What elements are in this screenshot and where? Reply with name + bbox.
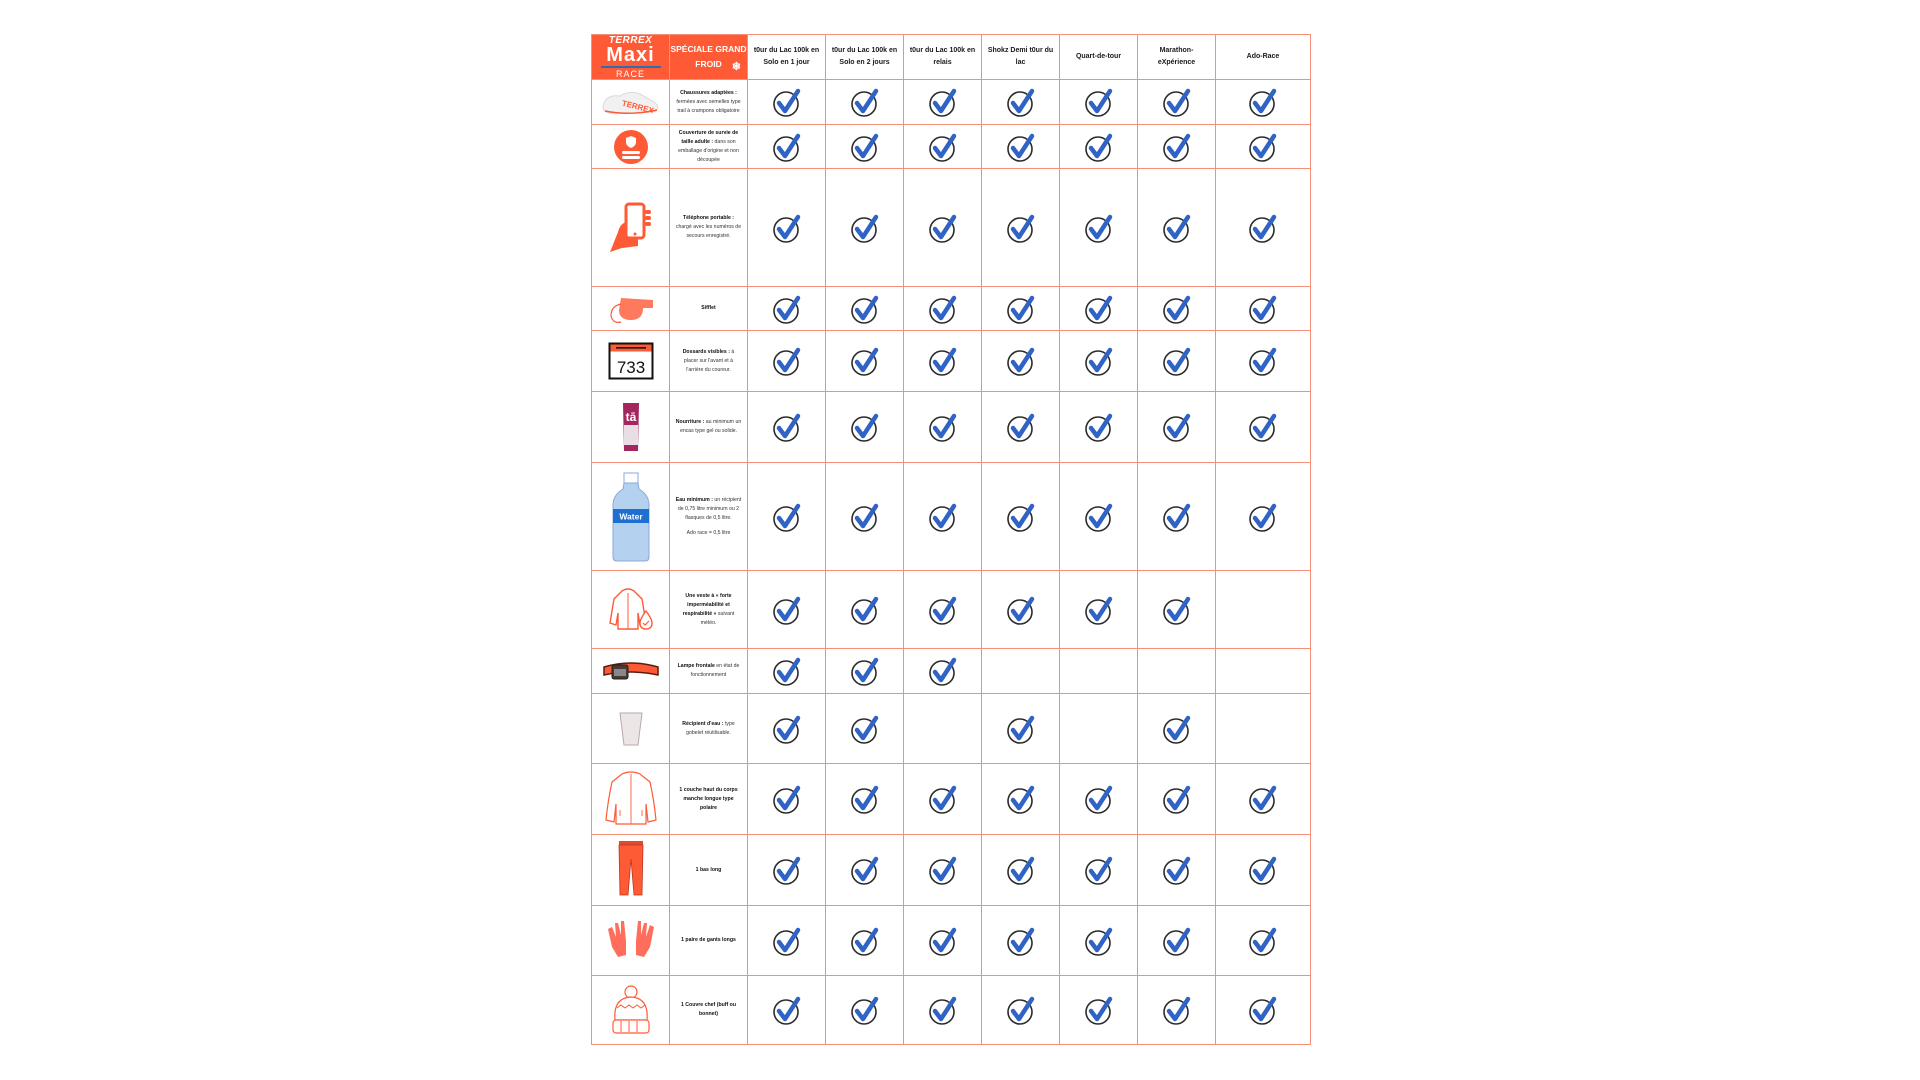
check-cell: [826, 571, 904, 649]
check-cell: [1138, 906, 1216, 976]
check-circle-icon: [1060, 411, 1137, 443]
check-circle-icon: [1138, 854, 1215, 886]
item-name: 1 bas long: [695, 866, 722, 873]
item-description: [670, 694, 748, 764]
check-circle-icon: [1060, 594, 1137, 626]
item-description: [670, 331, 748, 392]
check-circle-icon: [982, 131, 1059, 163]
check-circle-icon: [904, 86, 981, 118]
fleece-jacket-icon: [592, 770, 669, 828]
logo-bar: [601, 66, 661, 68]
check-circle-icon: [748, 345, 825, 377]
check-circle-icon: [1060, 994, 1137, 1026]
check-circle-icon: [1138, 594, 1215, 626]
check-circle-icon: [1060, 293, 1137, 325]
check-circle-icon: [826, 655, 903, 687]
bottle-label: Water: [618, 511, 643, 521]
energy-gel-icon: [592, 401, 669, 453]
check-cell: [1216, 571, 1311, 649]
check-cell: [748, 906, 826, 976]
terrex-maxi-race-logo: [592, 35, 669, 79]
check-circle-icon: [982, 212, 1059, 244]
check-cell: [1138, 287, 1216, 331]
check-circle-icon: [1138, 86, 1215, 118]
table-row: [592, 331, 1407, 392]
check-circle-icon: [982, 501, 1059, 533]
table-row: [592, 169, 1407, 287]
table-row: [592, 906, 1407, 976]
check-circle-icon: [1060, 854, 1137, 886]
check-circle-icon: [1216, 925, 1310, 957]
check-circle-icon: [748, 293, 825, 325]
check-cell: [1216, 169, 1311, 287]
item-image-cell: [592, 287, 670, 331]
check-circle-icon: [982, 86, 1059, 118]
item-detail: dans son emballage d'origine et non découpée: [678, 138, 739, 163]
check-circle-icon: [1138, 131, 1215, 163]
column-header: t0ur du Lac 100k en Solo en 2 jours: [826, 35, 904, 80]
check-circle-icon: [1060, 131, 1137, 163]
check-circle-icon: [904, 783, 981, 815]
check-cell: [1216, 835, 1311, 906]
check-cell: [1060, 976, 1138, 1045]
check-circle-icon: [748, 131, 825, 163]
item-name: Sifflet: [701, 305, 716, 311]
check-circle-icon: [1216, 783, 1310, 815]
item-image-cell: [592, 649, 670, 694]
check-circle-icon: [1138, 293, 1215, 325]
check-circle-icon: [826, 713, 903, 745]
check-circle-icon: [1216, 854, 1310, 886]
item-name: Nourriture :: [675, 419, 705, 425]
item-name: Une veste à « forte imperméabilité et respirabilité »: [682, 592, 732, 617]
check-cell: [982, 169, 1060, 287]
item-image-cell: [592, 331, 670, 392]
check-cell: [826, 125, 904, 169]
check-cell: [1216, 287, 1311, 331]
check-cell: [982, 571, 1060, 649]
check-cell: [1216, 906, 1311, 976]
check-circle-icon: [1138, 345, 1215, 377]
rain-jacket-icon: [592, 587, 669, 633]
check-circle-icon: [826, 345, 903, 377]
item-description: [670, 125, 748, 169]
check-circle-icon: [904, 925, 981, 957]
item-detail: au minimum un encas type gel ou solide.: [679, 419, 742, 434]
check-circle-icon: [904, 212, 981, 244]
check-circle-icon: [904, 131, 981, 163]
check-cell: [1216, 80, 1311, 125]
check-circle-icon: [826, 293, 903, 325]
item-description: [670, 764, 748, 835]
item-detail: type gobelet réutilisable.: [686, 720, 735, 736]
check-cell: [1060, 835, 1138, 906]
check-circle-icon: [982, 994, 1059, 1026]
check-cell: [904, 392, 982, 463]
table-row: [592, 571, 1407, 649]
check-cell: [826, 906, 904, 976]
check-cell: [1216, 125, 1311, 169]
check-circle-icon: [826, 86, 903, 118]
check-circle-icon: [982, 411, 1059, 443]
logo-line1: TERREX: [608, 35, 653, 46]
item-name: Lampe frontale: [677, 663, 715, 669]
check-circle-icon: [982, 594, 1059, 626]
check-cell: [982, 287, 1060, 331]
check-circle-icon: [826, 783, 903, 815]
check-circle-icon: [1216, 411, 1310, 443]
check-cell: [904, 694, 982, 764]
check-cell: [826, 976, 904, 1045]
check-cell: [748, 331, 826, 392]
check-cell: [826, 169, 904, 287]
check-circle-icon: [904, 655, 981, 687]
item-description: [670, 80, 748, 125]
check-cell: [748, 694, 826, 764]
check-cell: [826, 649, 904, 694]
check-circle-icon: [982, 345, 1059, 377]
column-header: Ado-Race: [1216, 35, 1311, 80]
check-circle-icon: [748, 994, 825, 1026]
check-cell: [1138, 976, 1216, 1045]
table-row: [592, 392, 1407, 463]
check-circle-icon: [904, 854, 981, 886]
check-cell: [826, 287, 904, 331]
check-circle-icon: [826, 854, 903, 886]
check-cell: [826, 80, 904, 125]
table-row: [592, 649, 1407, 694]
check-circle-icon: [1216, 212, 1310, 244]
survival-blanket-icon: [592, 129, 669, 165]
check-cell: [982, 694, 1060, 764]
check-cell: [748, 764, 826, 835]
header-row: [592, 35, 1407, 80]
beanie-icon: [592, 984, 669, 1036]
gel-label: tā: [625, 410, 636, 424]
check-circle-icon: [748, 501, 825, 533]
check-circle-icon: [1138, 212, 1215, 244]
item-image-cell: [592, 694, 670, 764]
check-circle-icon: [748, 854, 825, 886]
logo-line2: Maxi: [606, 44, 655, 66]
check-cell: [1216, 694, 1311, 764]
check-circle-icon: [826, 131, 903, 163]
check-cell: [1060, 571, 1138, 649]
check-cell: [748, 125, 826, 169]
table-row: [592, 125, 1407, 169]
check-circle-icon: [826, 212, 903, 244]
item-description: [670, 287, 748, 331]
item-image-cell: [592, 835, 670, 906]
item-name: Eau minimum :: [675, 496, 713, 503]
item-name: Récipient d'eau :: [682, 720, 724, 727]
check-cell: [982, 80, 1060, 125]
check-circle-icon: [748, 713, 825, 745]
item-description: [670, 169, 748, 287]
bib-number: 733: [616, 358, 645, 377]
check-cell: [826, 694, 904, 764]
check-cell: [904, 571, 982, 649]
check-cell: [748, 835, 826, 906]
item-detail: à placer sur l'avant et à l'arrière du coureur.: [683, 348, 735, 373]
table-row: [592, 835, 1407, 906]
check-cell: [1138, 835, 1216, 906]
check-cell: [1216, 463, 1311, 571]
check-cell: [748, 80, 826, 125]
svg-text:TERREX: TERREX: [620, 98, 655, 116]
check-circle-icon: [982, 293, 1059, 325]
check-circle-icon: [1060, 501, 1137, 533]
item-detail: un récipient de 0,75 litre minimum ou 2 flasques de 0,5 litre.: [677, 496, 742, 521]
check-cell: [982, 764, 1060, 835]
item-name: 1 couche haut du corps manche longue type polaire: [679, 786, 738, 811]
equipment-table: [591, 34, 1407, 1045]
table-row: [592, 287, 1407, 331]
logo-cell: [592, 35, 670, 80]
item-name: Couverture de survie de taille adulte :: [678, 129, 739, 145]
check-cell: [1060, 694, 1138, 764]
item-name: 1 Couvre chef (buff ou bonnet): [680, 1002, 737, 1017]
check-circle-icon: [904, 293, 981, 325]
check-cell: [1138, 169, 1216, 287]
item-image-cell: [592, 125, 670, 169]
check-circle-icon: [982, 713, 1059, 745]
check-cell: [1138, 694, 1216, 764]
check-cell: [904, 764, 982, 835]
check-circle-icon: [982, 783, 1059, 815]
column-header: Quart-de-tour: [1060, 35, 1138, 80]
logo-line3: RACE: [615, 69, 645, 79]
check-cell: [1138, 571, 1216, 649]
pants-icon: [592, 839, 669, 901]
check-cell: [904, 906, 982, 976]
table-title-cell: [670, 35, 748, 80]
check-cell: [904, 976, 982, 1045]
headlamp-icon: [592, 657, 669, 685]
check-circle-icon: [748, 86, 825, 118]
check-cell: [904, 835, 982, 906]
check-cell: [748, 649, 826, 694]
check-circle-icon: [1060, 86, 1137, 118]
item-detail: chargé avec les numéros de secours enregistré.: [675, 224, 742, 239]
check-cell: [1060, 392, 1138, 463]
check-circle-icon: [1138, 994, 1215, 1026]
check-circle-icon: [1216, 131, 1310, 163]
column-header: t0ur du Lac 100k en relais: [904, 35, 982, 80]
check-cell: [1060, 125, 1138, 169]
check-cell: [904, 287, 982, 331]
table-title: SPÉCIALE GRAND FROID: [670, 44, 747, 69]
check-circle-icon: [1060, 212, 1137, 244]
check-circle-icon: [904, 501, 981, 533]
check-cell: [1216, 392, 1311, 463]
item-name: Chaussures adaptées :: [680, 89, 737, 96]
cup-icon: [592, 711, 669, 747]
check-cell: [982, 463, 1060, 571]
item-image-cell: [592, 392, 670, 463]
item-description: [670, 835, 748, 906]
check-cell: [826, 764, 904, 835]
item-image-cell: [592, 169, 670, 287]
phone-icon: [592, 202, 669, 254]
check-cell: [1216, 764, 1311, 835]
check-cell: [748, 287, 826, 331]
check-cell: [982, 125, 1060, 169]
check-circle-icon: [748, 212, 825, 244]
item-extra: Ado race = 0,5 litre: [686, 529, 731, 536]
check-cell: [1060, 287, 1138, 331]
check-cell: [982, 835, 1060, 906]
item-detail: suivant météo.: [700, 610, 735, 626]
check-circle-icon: [748, 594, 825, 626]
check-cell: [1060, 331, 1138, 392]
check-circle-icon: [904, 994, 981, 1026]
check-cell: [826, 463, 904, 571]
snowflake-icon: ❄: [731, 61, 741, 73]
item-name: Dossards visibles :: [682, 348, 730, 355]
check-cell: [982, 331, 1060, 392]
check-circle-icon: [1138, 501, 1215, 533]
check-circle-icon: [982, 854, 1059, 886]
check-cell: [982, 392, 1060, 463]
table-row: [592, 764, 1407, 835]
check-cell: [1138, 463, 1216, 571]
item-description: [670, 392, 748, 463]
check-cell: [904, 331, 982, 392]
check-circle-icon: [904, 411, 981, 443]
check-circle-icon: [748, 655, 825, 687]
check-cell: [1138, 392, 1216, 463]
check-cell: [1060, 906, 1138, 976]
column-header: Shokz Demi t0ur du lac: [982, 35, 1060, 80]
item-description: [670, 976, 748, 1045]
check-circle-icon: [982, 925, 1059, 957]
check-cell: [826, 392, 904, 463]
table-row: [592, 976, 1407, 1045]
check-cell: [826, 835, 904, 906]
check-cell: [1138, 80, 1216, 125]
check-circle-icon: [1138, 411, 1215, 443]
table-row: [592, 463, 1407, 571]
check-circle-icon: [1216, 293, 1310, 325]
check-circle-icon: [748, 925, 825, 957]
check-circle-icon: [826, 925, 903, 957]
check-circle-icon: [748, 783, 825, 815]
gloves-icon: [592, 917, 669, 965]
check-cell: [748, 976, 826, 1045]
check-circle-icon: [826, 994, 903, 1026]
item-description: [670, 571, 748, 649]
item-name: 1 paire de gants longs: [681, 937, 736, 943]
check-circle-icon: [1216, 994, 1310, 1026]
check-cell: [1060, 764, 1138, 835]
bib-icon: [592, 342, 669, 380]
check-cell: [1138, 125, 1216, 169]
item-image-cell: [592, 571, 670, 649]
check-cell: [904, 125, 982, 169]
check-cell: [1138, 331, 1216, 392]
item-image-cell: [592, 976, 670, 1045]
check-circle-icon: [904, 594, 981, 626]
water-bottle-icon: [592, 471, 669, 563]
check-cell: [748, 463, 826, 571]
item-image-cell: [592, 764, 670, 835]
check-circle-icon: [1060, 783, 1137, 815]
check-circle-icon: [826, 411, 903, 443]
item-image-cell: [592, 906, 670, 976]
check-cell: [904, 80, 982, 125]
item-description: [670, 649, 748, 694]
item-detail: en état de fonctionnement: [690, 663, 740, 678]
item-description: [670, 463, 748, 571]
whistle-icon: [592, 292, 669, 326]
item-description: [670, 906, 748, 976]
check-cell: [1216, 331, 1311, 392]
check-cell: [1138, 764, 1216, 835]
check-circle-icon: [1216, 86, 1310, 118]
check-circle-icon: [826, 594, 903, 626]
check-cell: [904, 463, 982, 571]
check-cell: [982, 976, 1060, 1045]
item-name: Téléphone portable :: [682, 215, 734, 221]
check-cell: [1060, 649, 1138, 694]
check-cell: [1138, 649, 1216, 694]
check-circle-icon: [1216, 501, 1310, 533]
check-circle-icon: [748, 411, 825, 443]
check-circle-icon: [1138, 783, 1215, 815]
check-cell: [748, 392, 826, 463]
check-circle-icon: [826, 501, 903, 533]
check-cell: [982, 906, 1060, 976]
column-header: t0ur du Lac 100k en Solo en 1 jour: [748, 35, 826, 80]
item-detail: fermées avec semelles type trail à crampons obligatoire: [676, 98, 741, 114]
check-circle-icon: [904, 345, 981, 377]
check-cell: [904, 649, 982, 694]
column-header: Marathon-eXpérience: [1138, 35, 1216, 80]
check-cell: [826, 331, 904, 392]
item-image-cell: [592, 463, 670, 571]
table-row: [592, 694, 1407, 764]
check-circle-icon: [1216, 345, 1310, 377]
shoe-icon: [592, 86, 669, 118]
check-cell: [1216, 649, 1311, 694]
check-cell: [1060, 463, 1138, 571]
check-cell: [1060, 80, 1138, 125]
item-image-cell: [592, 80, 670, 125]
check-cell: [748, 169, 826, 287]
table-row: [592, 80, 1407, 125]
check-circle-icon: [1060, 345, 1137, 377]
check-cell: [982, 649, 1060, 694]
check-cell: [1060, 169, 1138, 287]
check-circle-icon: [1138, 713, 1215, 745]
check-cell: [748, 571, 826, 649]
check-circle-icon: [1060, 925, 1137, 957]
check-circle-icon: [1138, 925, 1215, 957]
check-cell: [1216, 976, 1311, 1045]
check-cell: [904, 169, 982, 287]
